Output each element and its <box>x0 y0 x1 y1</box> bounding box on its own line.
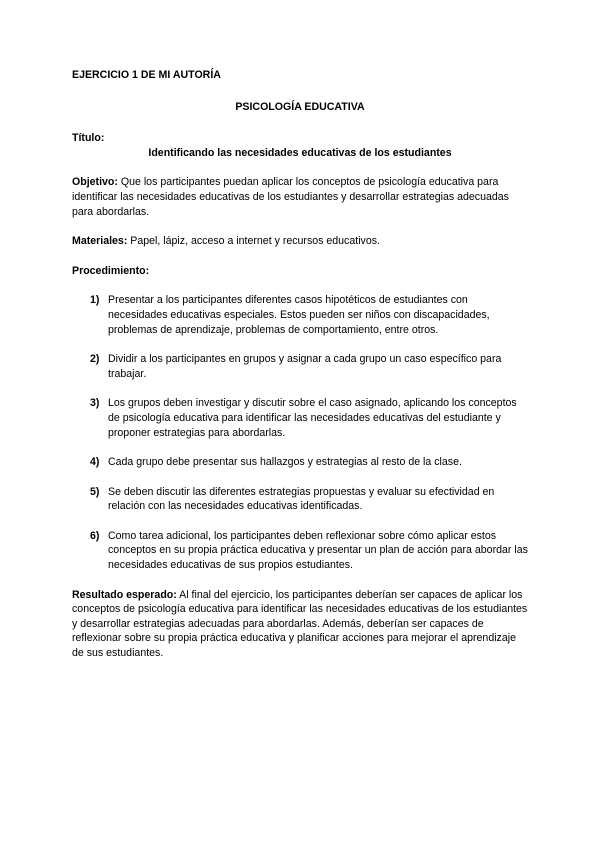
expected-result-paragraph <box>72 588 528 661</box>
procedure-step <box>72 455 528 470</box>
exercise-heading: EJERCICIO 1 DE MI AUTORÍA <box>72 69 221 81</box>
step-text: Dividir a los participantes en grupos y asignar a cada grupo un caso específico para trabajar. <box>108 353 502 380</box>
materials-paragraph <box>72 234 528 249</box>
procedure-steps <box>72 293 528 572</box>
materials-label: Materiales: <box>72 235 128 248</box>
title-value: Identificando las necesidades educativas de los estudiantes <box>148 146 452 159</box>
step-number: 5) <box>90 485 100 498</box>
step-text: Se deben discutir las diferentes estrategias propuestas y evaluar su efectividad en relación con las necesidades educativas identificadas. <box>108 485 495 513</box>
title-label: Título: <box>72 132 105 145</box>
objective-label: Objetivo: <box>72 176 118 189</box>
procedure-step <box>72 529 528 573</box>
document-body <box>72 68 528 661</box>
step-number: 2) <box>90 353 100 366</box>
procedure-step <box>72 352 528 381</box>
expected-result-label: Resultado esperado: <box>72 588 177 601</box>
step-number: 1) <box>90 294 100 307</box>
step-text: Cada grupo debe presentar sus hallazgos y estrategias al resto de la clase. <box>108 456 462 469</box>
materials-text: Papel, lápiz, acceso a internet y recursos educativos. <box>127 235 380 248</box>
objective-text: Que los participantes puedan aplicar los conceptos de psicología educativa para identificar las necesidades educativas de los estudiantes y desarrollar estrategias adecuadas para abordarlas. <box>72 176 509 218</box>
step-number: 6) <box>90 529 100 542</box>
step-text: Los grupos deben investigar y discutir sobre el caso asignado, aplicando los conceptos de psicología educativa para identificar las necesidades educativas del estudiante y proponer estrategias para abordarlas. <box>108 397 517 439</box>
step-text: Como tarea adicional, los participantes deben reflexionar sobre cómo aplicar estos conceptos en su propia práctica educativa y presentar un plan de acción para abordar las necesidades educativas de sus propios estudiantes. <box>108 529 528 572</box>
procedure-label: Procedimiento: <box>72 264 150 277</box>
procedure-step <box>72 293 528 337</box>
step-text: Presentar a los participantes diferentes casos hipotéticos de estudiantes con necesidades educativas especiales. Estos pueden ser niños con discapacidades, problemas de aprendizaje, problemas de comportamiento, entre otros. <box>108 294 490 336</box>
document-title: PSICOLOGÍA EDUCATIVA <box>235 100 365 113</box>
expected-result-text: Al final del ejercicio, los participantes deberían ser capaces de aplicar los conceptos de psicología educativa para identificar las necesidades educativas de los estudiantes y desarrollar estrategias adecuadas para abordarlas. Además, deberían ser capaces de reflexionar sobre su propia práctica educativa y planificar acciones para mejorar el aprendizaje de sus estudiantes. <box>72 588 528 660</box>
step-number: 3) <box>90 397 100 410</box>
step-number: 4) <box>90 456 100 469</box>
procedure-step <box>72 396 528 440</box>
objective-paragraph <box>72 175 528 219</box>
procedure-step <box>72 485 528 514</box>
